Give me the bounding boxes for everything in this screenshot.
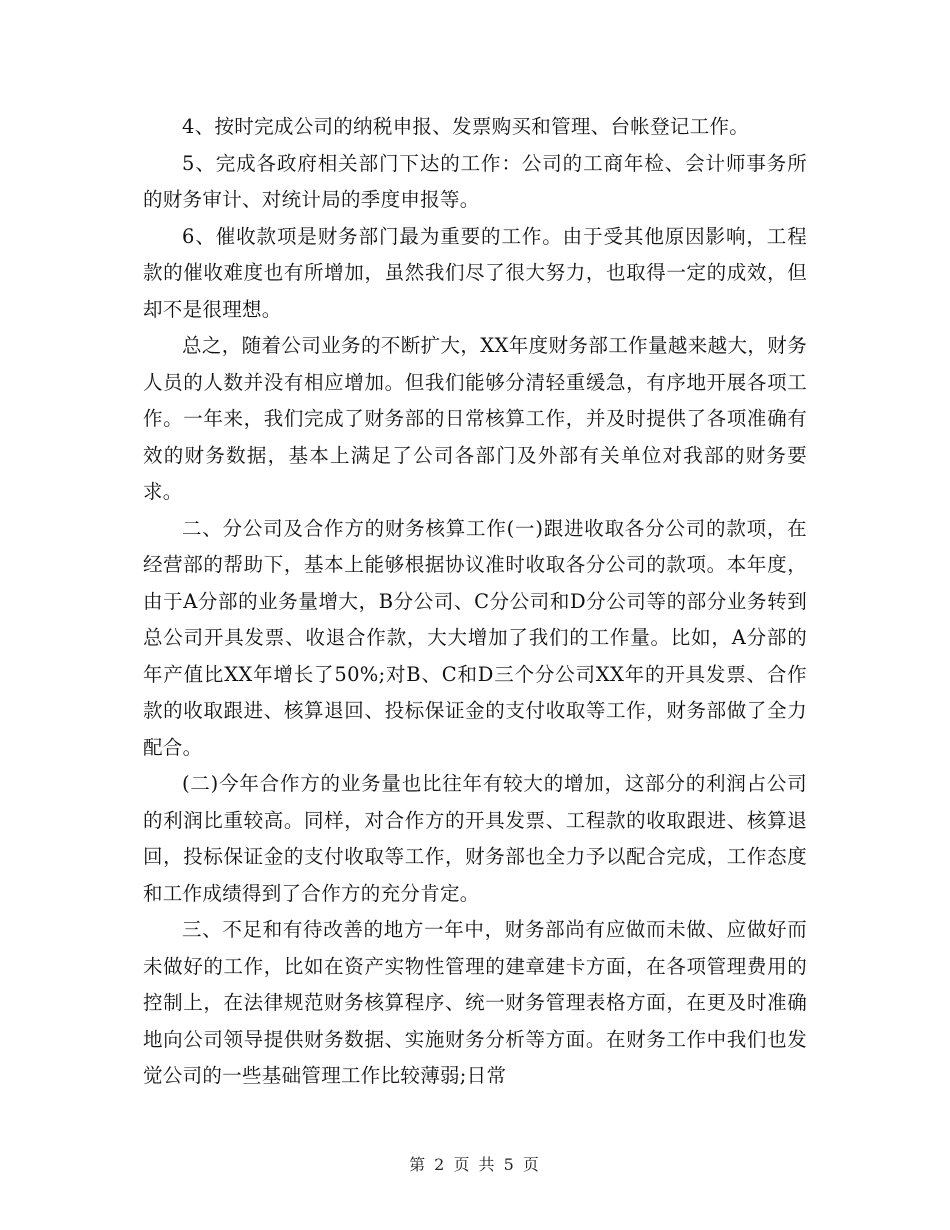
paragraph-summary: 总之，随着公司业务的不断扩大，XX年度财务部工作量越来越大，财务人员的人数并没有相应增加。但我们能够分清轻重缓急，有序地开展各项工作。一年来，我们完成了财务部的日常核算工作，并及时提供了各项准确有效的财务数据，基本上满足了公司各部门及外部有关单位对我部的财务要求。 [143, 334, 807, 503]
paragraph-government-tasks: 5、完成各政府相关部门下达的工作：公司的工商年检、会计师事务所的财务审计、对统计局的季度申报等。 [143, 151, 807, 211]
document-body [143, 109, 807, 1095]
paragraph-collection: 6、催收款项是财务部门最为重要的工作。由于受其他原因影响，工程款的催收难度也有所增加，虽然我们尽了很大努力，也取得一定的成效，但却不是很理想。 [143, 224, 807, 321]
page-number-footer: 第 2 页 共 5 页 [409, 1155, 541, 1174]
paragraph-shortcomings: 三、不足和有待改善的地方一年中，财务部尚有应做而未做、应做好而未做好的工作，比如在资产实物性管理的建章建卡方面，在各项管理费用的控制上，在法律规范财务核算程序、统一财务管理表格方面，在更及时准确地向公司领导提供财务数据、实施财务分析等方面。在财务工作中我们也发觉公司的一些基础管理工作比较薄弱;日常 [143, 918, 807, 1087]
paragraph-partner-business: (二)今年合作方的业务量也比往年有较大的增加，这部分的利润占公司的利润比重较高。同样，对合作方的开具发票、工程款的收取跟进、核算退回，投标保证金的支付收取等工作，财务部也全力予以配合完成，工作态度和工作成绩得到了合作方的充分肯定。 [143, 772, 807, 905]
paragraph-branch-accounting: 二、分公司及合作方的财务核算工作(一)跟进收取各分公司的款项，在经营部的帮助下，基本上能够根据协议准时收取各分公司的款项。本年度，由于A分部的业务量增大，B分公司、C分公司和D分公司等的部分业务转到总公司开具发票、收退合作款，大大增加了我们的工作量。比如，A分部的年产值比XX年增长了50%;对B、C和D三个分公司XX年的开具发票、合作款的收取跟进、核算退回、投标保证金的支付收取等工作，财务部做了全力配合。 [143, 516, 807, 759]
paragraph-tax-filing: 4、按时完成公司的纳税申报、发票购买和管理、台帐登记工作。 [182, 115, 750, 138]
